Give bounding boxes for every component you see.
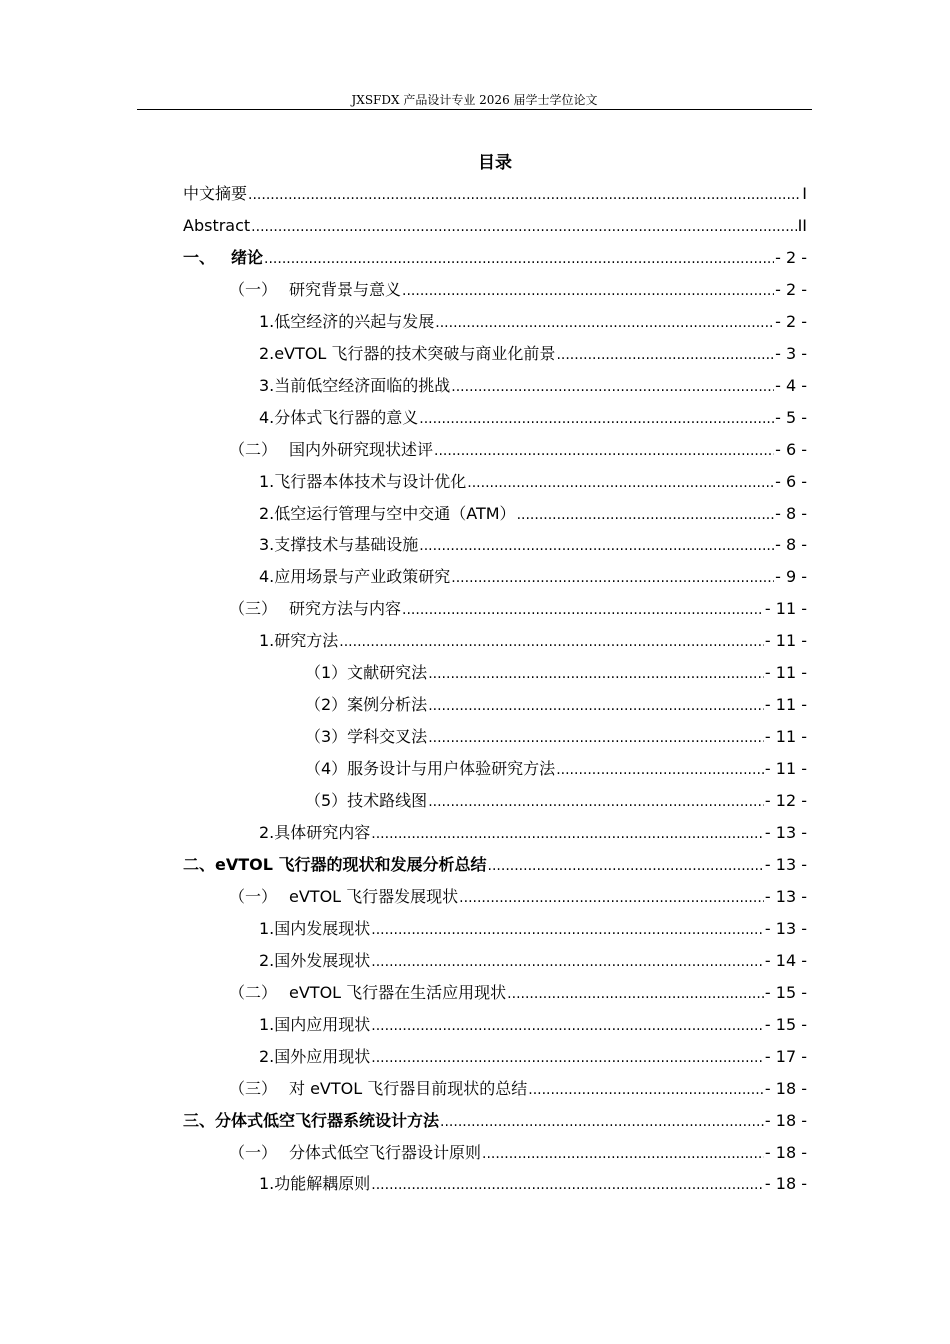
toc-entry-page: - 8 - (775, 503, 807, 523)
toc-entry-label (259, 306, 434, 338)
toc-entry-label (305, 753, 555, 785)
toc-entry-page: - 8 - (775, 535, 807, 555)
toc-entry[interactable] (305, 785, 807, 817)
dot-leader (264, 243, 774, 275)
toc-entry-page: - 3 - (775, 343, 807, 363)
dot-leader (440, 1106, 764, 1138)
toc-entry[interactable] (305, 689, 807, 721)
toc-entry-page: - 4 - (775, 375, 807, 395)
toc-entry[interactable] (229, 977, 807, 1009)
dot-leader (434, 435, 774, 467)
toc-entry-number: （二） (229, 439, 278, 459)
toc-entry-page: - 2 - (775, 247, 807, 267)
toc-entry-label (259, 817, 370, 849)
toc-entry[interactable] (305, 657, 807, 689)
toc-entry[interactable] (229, 593, 807, 625)
toc-entry[interactable] (259, 338, 807, 370)
toc-entry-label (259, 1041, 370, 1073)
toc-entry-page: - 5 - (775, 407, 807, 427)
toc-entry-page: - 17 - (764, 1046, 807, 1066)
toc-entry-text: 2.国外应用现状 (259, 1046, 371, 1066)
toc-entry[interactable] (259, 402, 807, 434)
toc-entry[interactable] (183, 178, 807, 210)
toc-entry-page: - 2 - (775, 311, 807, 331)
toc-entry-label (259, 529, 418, 561)
toc-entry-page: - 18 - (764, 1174, 807, 1194)
toc-entry-label (259, 338, 555, 370)
toc-entry-number: （一） (229, 1142, 278, 1162)
toc-entry[interactable] (259, 561, 807, 593)
dot-leader (371, 818, 764, 850)
toc-entry-text: 1.研究方法 (259, 631, 339, 651)
toc-entry-label (259, 466, 466, 498)
toc-entry-label (229, 977, 506, 1009)
dot-leader (507, 978, 764, 1010)
toc-entry[interactable] (259, 306, 807, 338)
dot-leader (428, 722, 764, 754)
toc-title: 目录 (478, 153, 512, 173)
toc-entry-text: 1.功能解耦原则 (259, 1174, 371, 1194)
toc-entry-label (229, 1137, 481, 1169)
toc-entry-text: 1.低空经济的兴起与发展 (259, 311, 435, 331)
toc-entry-page: - 6 - (775, 439, 807, 459)
toc-entry-page: - 15 - (764, 982, 807, 1002)
toc-entry-text: 2.eVTOL 飞行器的技术突破与商业化前景 (259, 343, 556, 363)
page-header: JXSFDX 产品设计专业 2026 届学士学位论文 (351, 93, 598, 107)
toc-entry[interactable] (259, 1168, 807, 1200)
toc-entry[interactable] (183, 242, 807, 274)
toc-entry-page: - 6 - (775, 471, 807, 491)
dot-leader (419, 403, 774, 435)
toc-entry[interactable] (183, 849, 807, 881)
toc-entry-text: （2）案例分析法 (305, 695, 428, 715)
dot-leader (459, 882, 764, 914)
toc-entry[interactable] (259, 498, 807, 530)
toc-entry-label (259, 370, 450, 402)
toc-entry-text: 中文摘要 (183, 184, 248, 203)
dot-leader (339, 626, 764, 658)
dot-leader (428, 690, 764, 722)
toc-entry-number: 一、 (183, 247, 216, 267)
toc-entry-label (305, 785, 427, 817)
toc-entry-text: 研究背景与意义 (289, 279, 402, 299)
header-rule (137, 109, 812, 110)
toc-entry-label (183, 210, 250, 242)
toc-entry-text: eVTOL 飞行器在生活应用现状 (289, 982, 507, 1002)
toc-entry-text: 研究方法与内容 (289, 599, 402, 619)
toc-entry-text: Abstract (183, 215, 251, 235)
toc-entry[interactable] (259, 370, 807, 402)
dot-leader (556, 754, 764, 786)
toc-entry-number: （二） (229, 982, 278, 1002)
dot-leader (402, 275, 774, 307)
dot-leader (371, 914, 764, 946)
toc-entry-label (259, 1009, 370, 1041)
toc-entry[interactable] (183, 1105, 807, 1137)
toc-entry-page: - 14 - (764, 950, 807, 970)
toc-entry-label (259, 913, 370, 945)
toc-entry-number: （三） (229, 599, 278, 619)
toc-entry-label (259, 402, 418, 434)
toc-entry[interactable] (259, 817, 807, 849)
toc-entry[interactable] (305, 721, 807, 753)
dot-leader (371, 1169, 764, 1201)
toc-entry-page: - 15 - (764, 1014, 807, 1034)
toc-entry-text: 2.国外发展现状 (259, 950, 371, 970)
toc-entry-text: （4）服务设计与用户体验研究方法 (305, 759, 556, 779)
toc-entry-text: 3.当前低空经济面临的挑战 (259, 375, 451, 395)
toc-entry-label (229, 274, 401, 306)
toc-entry-label (305, 721, 427, 753)
toc-entry-label (229, 593, 401, 625)
toc-entry[interactable] (305, 753, 807, 785)
dot-leader (419, 530, 774, 562)
toc-entry-page: - 11 - (764, 599, 807, 619)
dot-leader (402, 594, 764, 626)
toc-entry-page: II (797, 215, 807, 235)
dot-leader (371, 1042, 764, 1074)
toc-entry[interactable] (229, 881, 807, 913)
toc-entry-page: - 13 - (764, 854, 807, 874)
dot-leader (248, 179, 801, 211)
toc-entry[interactable] (229, 1073, 807, 1105)
toc-entry-page: - 9 - (775, 567, 807, 587)
toc-entry[interactable] (259, 466, 807, 498)
toc-entry-label (259, 1168, 370, 1200)
dot-leader (435, 307, 774, 339)
toc-entry-text: 对 eVTOL 飞行器目前现状的总结 (289, 1078, 528, 1098)
toc-entry[interactable] (229, 434, 807, 466)
dot-leader (517, 499, 775, 531)
toc-entry-page: - 11 - (764, 663, 807, 683)
toc-entry-text: 1.国内发展现状 (259, 918, 371, 938)
toc-entry-page: - 13 - (764, 823, 807, 842)
toc-entry-text: 1.国内应用现状 (259, 1014, 371, 1034)
toc-entry-page: - 18 - (764, 1078, 807, 1098)
toc-entry-text: （1）文献研究法 (305, 663, 428, 683)
toc-entry-page: - 13 - (764, 918, 807, 938)
toc-entry-page: I (802, 184, 807, 203)
toc-entry-text: 绪论 (231, 247, 264, 267)
toc-entry-label (229, 434, 433, 466)
toc-entry-label (183, 1105, 439, 1137)
toc-entry[interactable] (183, 210, 807, 242)
dot-leader (467, 467, 774, 499)
dot-leader (251, 211, 796, 243)
toc-entry-text: 1.飞行器本体技术与设计优化 (259, 471, 467, 491)
dot-leader (451, 371, 774, 403)
toc-entry-label (259, 625, 338, 657)
dot-leader (428, 658, 764, 690)
toc-entry-text: 分体式低空飞行器设计原则 (289, 1142, 482, 1162)
toc-entry-text: eVTOL 飞行器发展现状 (289, 886, 459, 906)
dot-leader (371, 946, 764, 978)
toc-entry-page: - 18 - (764, 1142, 807, 1162)
toc-entry[interactable] (259, 1041, 807, 1073)
toc-entry[interactable] (259, 945, 807, 977)
toc-entry[interactable] (259, 529, 807, 561)
toc-entry[interactable] (259, 625, 807, 657)
toc-entry-label (229, 881, 458, 913)
toc-entry-number: （一） (229, 279, 278, 299)
toc-entry-page: - 11 - (764, 695, 807, 715)
dot-leader (428, 786, 764, 818)
toc-entry[interactable] (229, 1137, 807, 1169)
dot-leader (482, 1138, 764, 1170)
toc-entry-label (183, 849, 487, 881)
toc-entry-text: 4.应用场景与产业政策研究 (259, 567, 451, 587)
toc-entry-page: - 2 - (775, 279, 807, 299)
toc-entry[interactable] (259, 913, 807, 945)
toc-entry-number: （三） (229, 1078, 278, 1098)
toc-entry-page: - 13 - (764, 886, 807, 906)
toc-entry-label (183, 178, 247, 210)
toc-entry[interactable] (229, 274, 807, 306)
toc-entry-label (259, 561, 450, 593)
toc-entry-text: 国内外研究现状述评 (289, 439, 434, 459)
dot-leader (556, 339, 774, 371)
toc-entry-text: 2.低空运行管理与空中交通（ATM） (259, 503, 516, 523)
toc-entry-text: 三、分体式低空飞行器系统设计方法 (183, 1110, 440, 1130)
toc-entry-text: （3）学科交叉法 (305, 727, 428, 747)
toc-entry-page: - 18 - (764, 1110, 807, 1130)
toc-entry-text: 3.支撑技术与基础设施 (259, 535, 419, 555)
toc-entry-label (259, 498, 516, 530)
toc-entry-page: - 11 - (764, 759, 807, 779)
toc-entry-page: - 12 - (764, 791, 807, 811)
toc-entry-text: 二、eVTOL 飞行器的现状和发展分析总结 (183, 854, 487, 874)
toc-entry-number: （一） (229, 886, 278, 906)
toc-entry-text: 4.分体式飞行器的意义 (259, 407, 419, 427)
toc-entry-label (259, 945, 370, 977)
toc-entry-page: - 11 - (764, 727, 807, 747)
toc-entry-text: 2.具体研究内容 (259, 823, 371, 842)
toc-entry-label (229, 1073, 527, 1105)
toc-entry-text: （5）技术路线图 (305, 791, 428, 811)
toc-entry[interactable] (259, 1009, 807, 1041)
toc-entry-label (305, 689, 427, 721)
toc-entry-page: - 11 - (764, 631, 807, 651)
dot-leader (451, 562, 774, 594)
dot-leader (528, 1074, 764, 1106)
toc-entry-label (305, 657, 427, 689)
toc-entry-label (183, 242, 263, 274)
dot-leader (371, 1010, 764, 1042)
dot-leader (488, 850, 764, 882)
